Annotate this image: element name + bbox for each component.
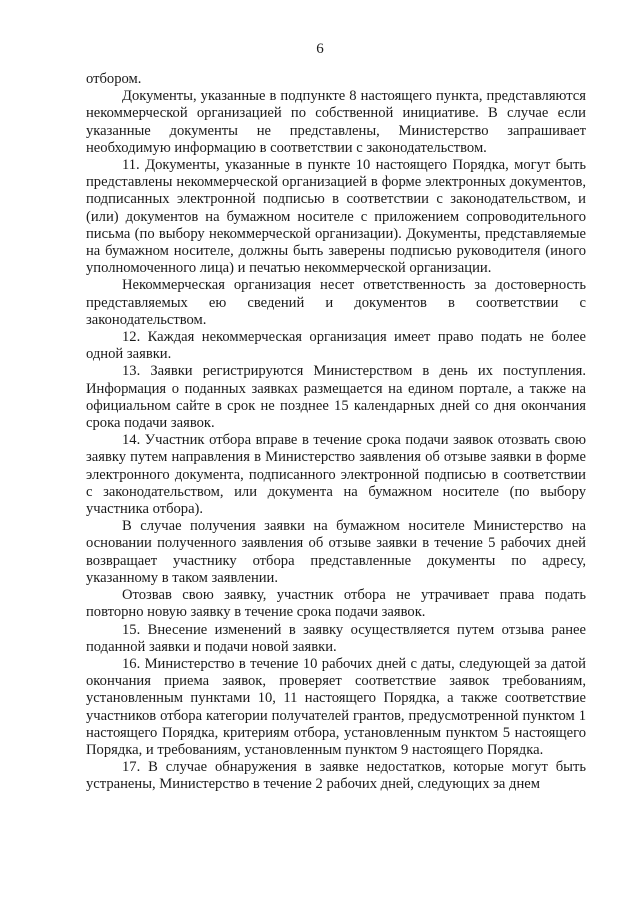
paragraph-item-13: 13. Заявки регистрируются Министерством в день их поступления. Информация о поданных заявках размещается на едином портале, а также на официальном сайте в срок не позднее 15 календарных дней со дня окончания срока подачи заявок. — [86, 363, 586, 432]
paragraph-item-14: 14. Участник отбора вправе в течение срока подачи заявок отозвать свою заявку путем направления в Министерство заявления об отзыве заявки в форме электронного документа, подписанного электронной подписью в соответствии с законодательством, или документа на бумажном носителе (по выбору участника отбора). — [86, 432, 586, 518]
paragraph-resubmit: Отозвав свою заявку, участник отбора не утрачивает права подать повторно новую заявку в течение срока подачи заявок. — [86, 587, 586, 621]
document-body — [86, 71, 586, 794]
paragraph-documents-initiative: Документы, указанные в подпункте 8 настоящего пункта, представляются некоммерческой организацией по собственной инициативе. В случае если указанные документы не представлены, Министерство запрашивает необходимую информацию в соответствии с законодательством. — [86, 88, 586, 156]
paragraph-item-17: 17. В случае обнаружения в заявке недостатков, которые могут быть устранены, Министерство в течение 2 рабочих дней, следующих за днем — [86, 759, 586, 793]
paragraph-responsibility: Некоммерческая организация несет ответственность за достоверность представляемых ею сведений и документов в соответствии с законодательством. — [86, 277, 586, 328]
paragraph-paper-return: В случае получения заявки на бумажном носителе Министерство на основании полученного заявления об отзыве заявки в течение 5 рабочих дней возвращает участнику отбора представленные документы по адресу, указанному в таком заявлении. — [86, 518, 586, 586]
paragraph-continuation: отбором. — [86, 71, 142, 87]
paragraph-item-12: 12. Каждая некоммерческая организация имеет право подать не более одной заявки. — [86, 329, 586, 363]
paragraph-item-11: 11. Документы, указанные в пункте 10 настоящего Порядка, могут быть представлены некоммерческой организацией в форме электронных документов, подписанных электронной подписью в соответствии с законодательством, и (или) документов на бумажном носителе с приложением сопроводительного письма (по выбору некоммерческой организации). Документы, представляемые на бумажном носителе, должны быть заверены подписью руководителя (иного уполномоченного лица) и печатью некоммерческой организации. — [86, 157, 586, 277]
paragraph-item-15: 15. Внесение изменений в заявку осуществляется путем отзыва ранее поданной заявки и подачи новой заявки. — [86, 621, 586, 655]
paragraph-item-16: 16. Министерство в течение 10 рабочих дней с даты, следующей за датой окончания приема заявок, проверяет соответствие заявок требованиям, установленным пунктами 10, 11 настоящего Порядка, а также соответствие участников отбора категории получателей грантов, предусмотренной пунктом 1 настоящего Порядка, критериям отбора, установленным пунктом 5 настоящего Порядка, и требованиям, установленным пунктом 9 настоящего Порядка. — [86, 655, 586, 758]
page-number: 6 — [316, 41, 324, 57]
